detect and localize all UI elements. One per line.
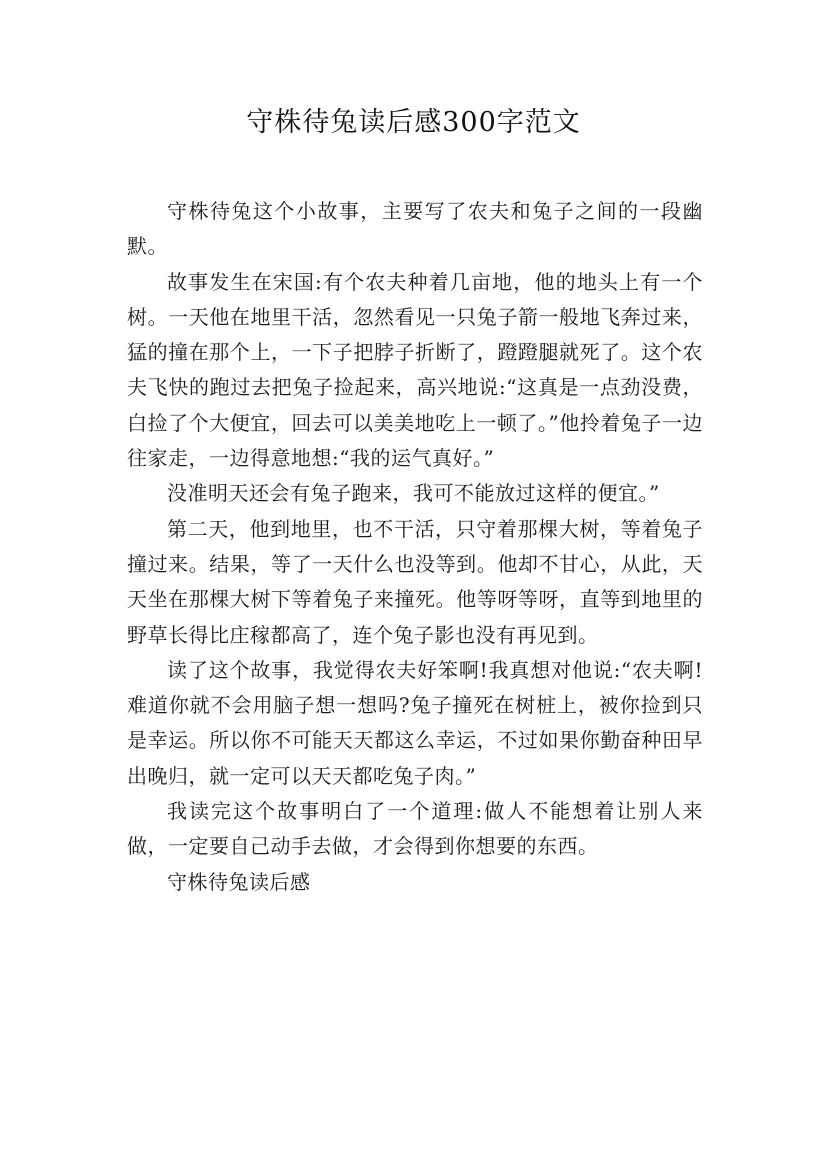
paragraph-lesson: 我读完这个故事明白了一个道理:做人不能想着让别人来做，一定要自己动手去做，才会得到你想要的东西。 (127, 799, 703, 859)
paragraph-reflection: 读了这个故事，我觉得农夫好笨啊!我真想对他说:“农夫啊!难道你就不会用脑子想一想吗?兔子撞死在树桩上，被你捡到只是幸运。所以你不可能天天都这么幸运，不过如果你勤奋种田早出晚归，就一定可以天天都吃兔子肉。” (127, 657, 703, 788)
paragraph-intro: 守株待兔这个小故事，主要写了农夫和兔子之间的一段幽默。 (127, 199, 703, 259)
document-title: 守株待兔读后感300字范文 (246, 107, 581, 138)
paragraph-story: 故事发生在宋国:有个农夫种着几亩地，他的地头上有一个树。一天他在地里干活，忽然看见一只兔子箭一般地飞奔过来，猛的撞在那个上，一下子把脖子折断了，蹬蹬腿就死了。这个农夫飞快的跑过去把兔子捡起来，高兴地说:“这真是一点劲没费，白捡了个大便宜，回去可以美美地吃上一顿了。”他拎着兔子一边往家走，一边得意地想:“我的运气真好。” (127, 269, 703, 471)
paragraph-closing: 守株待兔读后感 (167, 869, 311, 894)
paragraph-next-day: 第二天，他到地里，也不干活，只守着那棵大树，等着兔子撞过来。结果，等了一天什么也没等到。他却不甘心，从此，天天坐在那棵大树下等着兔子来撞死。他等呀等呀，直等到地里的野草长得比庄稼都高了，连个兔子影也没有再见到。 (127, 516, 703, 647)
paragraph-thought: 没准明天还会有兔子跑来，我可不能放过这样的便宜。” (167, 481, 660, 506)
document-body (127, 194, 703, 900)
